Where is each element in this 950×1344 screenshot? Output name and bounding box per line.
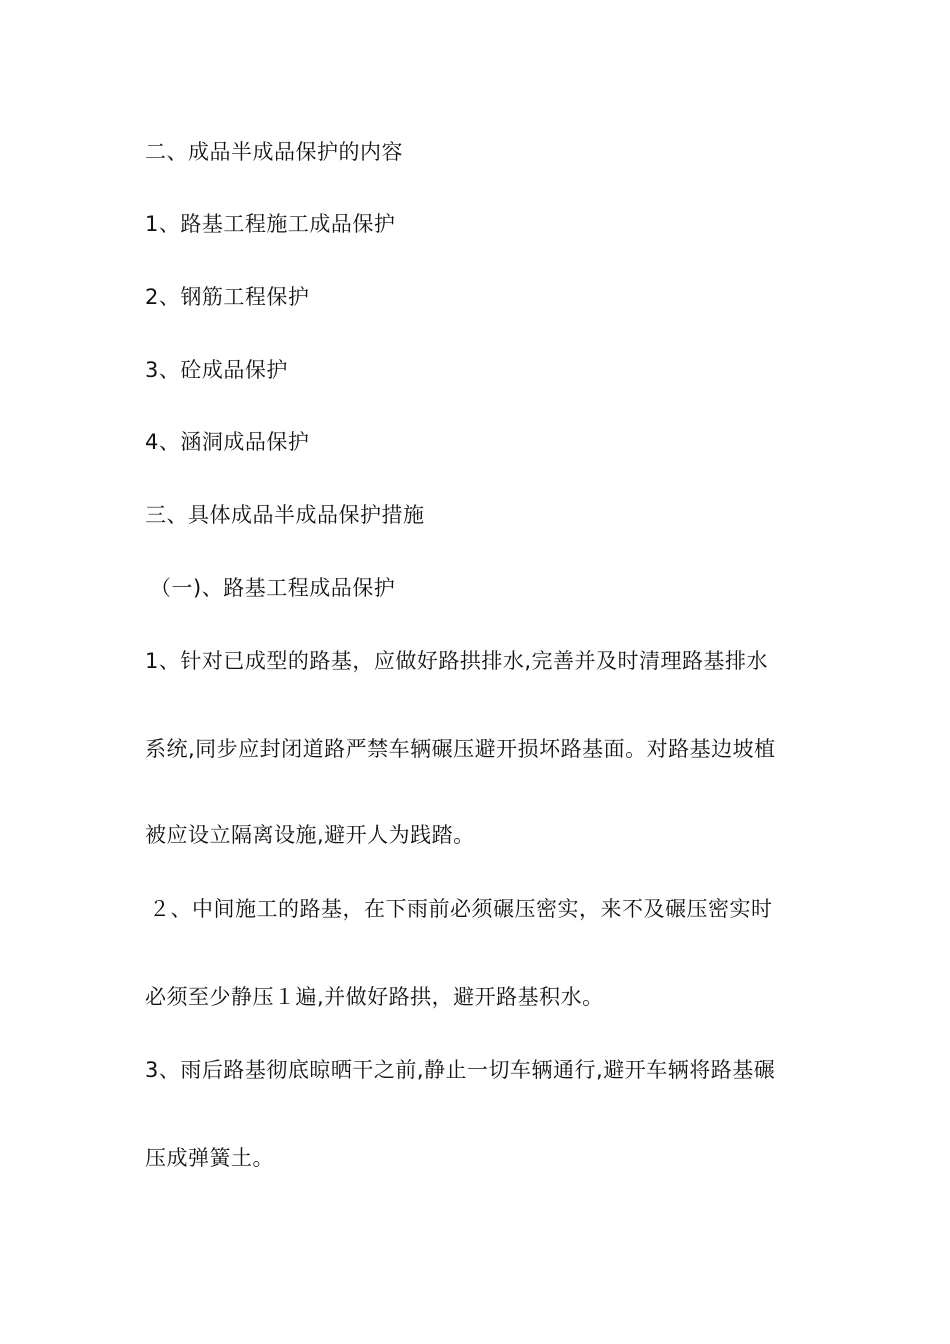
paragraph-3-line-2: 压成弹簧土。 <box>145 1146 274 1170</box>
section-heading-2: 二、成品半成品保护的内容 <box>145 140 403 164</box>
list-item-4: 4、涵洞成品保护 <box>145 430 310 454</box>
paragraph-2-line-1: ２、中间施工的路基，在下雨前必须碾压密实，来不及碾压密实时 <box>149 897 773 921</box>
list-item-3: 3、砼成品保护 <box>145 358 288 382</box>
paragraph-1-line-3: 被应设立隔离设施,避开人为践踏。 <box>145 823 475 847</box>
subsection-heading-1: （一)、路基工程成品保护 <box>150 576 396 600</box>
section-heading-3: 三、具体成品半成品保护措施 <box>145 503 425 527</box>
paragraph-3-line-1: 3、雨后路基彻底晾晒干之前,静止一切车辆通行,避开车辆将路基碾 <box>145 1058 776 1082</box>
paragraph-2-line-2: 必须至少静压１遍,并做好路拱，避开路基积水。 <box>145 985 604 1009</box>
paragraph-1-line-2: 系统,同步应封闭道路严禁车辆碾压避开损坏路基面。对路基边坡植 <box>145 737 776 761</box>
paragraph-1-line-1: 1、针对已成型的路基，应做好路拱排水,完善并及时清理路基排水 <box>145 649 769 673</box>
list-item-2: 2、钢筋工程保护 <box>145 285 310 309</box>
list-item-1: 1、路基工程施工成品保护 <box>145 212 396 236</box>
